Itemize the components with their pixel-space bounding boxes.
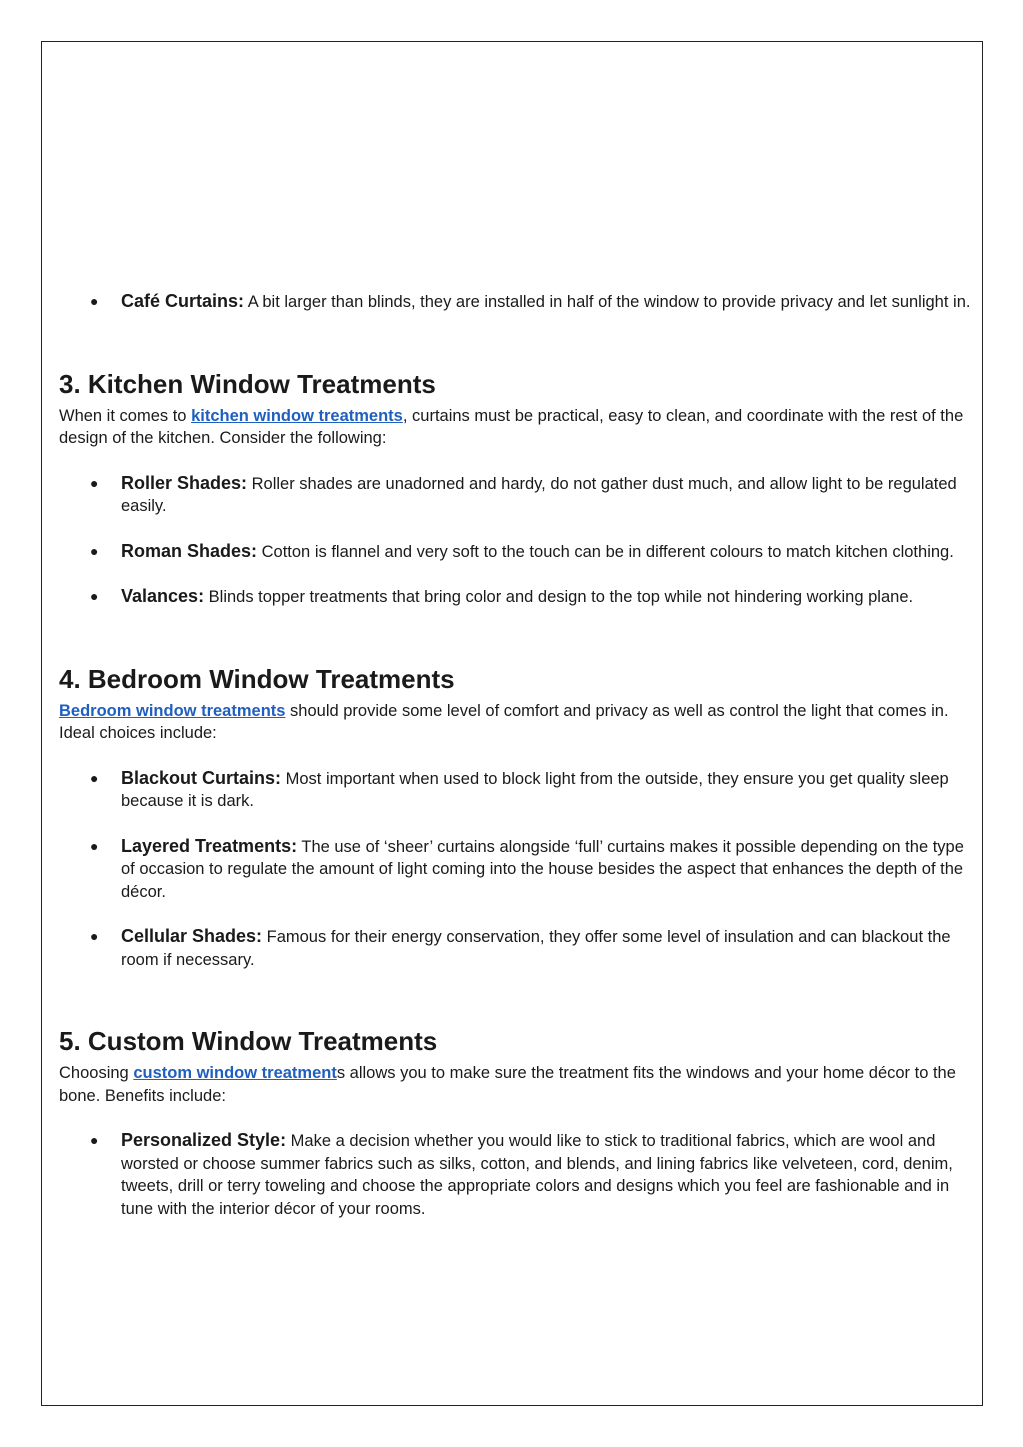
section-intro-kitchen — [59, 405, 979, 450]
intro-text: should provide some level of comfort and privacy as well as control the light that comes in. Ideal choices include: — [59, 701, 949, 742]
list-item — [59, 835, 979, 904]
item-term: Roman Shades: — [121, 540, 258, 561]
list-item — [59, 472, 979, 518]
bullet-icon: ● — [90, 474, 99, 491]
bullet-icon: ● — [90, 1132, 99, 1148]
item-text: A bit larger than blinds, they are installed in half of the window to provide privacy and let sunlight in. — [244, 293, 971, 311]
intro-text: When it comes to — [59, 406, 192, 425]
custom-list — [59, 1129, 979, 1220]
item-term: Personalized Style: — [121, 1130, 287, 1150]
document-body — [59, 290, 979, 1220]
item-text: Roller shades are unadorned and hardy, do not gather dust much, and allow light to be regulated easily. — [121, 474, 957, 515]
bullet-icon: ● — [90, 928, 99, 944]
section-heading-custom: 5. Custom Window Treatments — [59, 1026, 438, 1056]
section-intro-bedroom — [59, 700, 979, 745]
section-heading-bedroom: 4. Bedroom Window Treatments — [59, 663, 455, 694]
bedroom-window-treatments-link[interactable]: Bedroom window treatments — [59, 701, 286, 720]
item-text: Famous for their energy conservation, they offer some level of insulation and can blackout the room if necessary. — [121, 928, 951, 969]
bullet-icon: ● — [90, 769, 99, 786]
item-term: Blackout Curtains: — [121, 767, 282, 788]
bullet-icon: ● — [90, 542, 99, 559]
item-text: The use of ‘sheer’ curtains alongside ‘full’ curtains makes it possible depending on the type of occasion to regulate the amount of light coming into the house besides the aspect that enhances the depth of the décor. — [121, 837, 964, 901]
list-item — [59, 585, 979, 609]
kitchen-list — [59, 472, 979, 609]
intro-text: , curtains must be practical, easy to clean, and coordinate with the rest of the design of the kitchen. Consider the following: — [59, 406, 964, 447]
intro-text: s allows you to make sure the treatment fits the windows and your home décor to the bone. Benefits include: — [59, 1064, 956, 1105]
custom-window-treatment-link[interactable]: custom window treatment — [133, 1064, 337, 1082]
bullet-icon: ● — [90, 293, 99, 309]
item-term: Café Curtains: — [121, 291, 245, 311]
list-item — [59, 767, 979, 813]
bedroom-list — [59, 767, 979, 972]
intro-text: Choosing — [59, 1064, 134, 1082]
item-text: Cotton is flannel and very soft to the touch can be in different colours to match kitchen clothing. — [257, 542, 954, 561]
cafe-list — [59, 290, 979, 314]
section-heading-kitchen: 3. Kitchen Window Treatments — [59, 368, 436, 399]
item-text: Most important when used to block light from the outside, they ensure you get quality sleep because it is dark. — [121, 769, 949, 810]
kitchen-window-treatments-link[interactable]: kitchen window treatments — [191, 406, 403, 425]
item-text: Make a decision whether you would like to stick to traditional fabrics, which are wool and worsted or choose summer fabrics such as silks, cotton, and blends, and lining fabrics like velveteen, cord, denim, tweets, drill or terry toweling and choose the appropriate colors and designs which you feel are fashionable and in tune with the interior décor of your rooms. — [121, 1132, 953, 1218]
item-term: Cellular Shades: — [121, 926, 263, 946]
list-item — [59, 925, 979, 971]
bullet-icon: ● — [90, 588, 99, 604]
item-term: Roller Shades: — [121, 472, 248, 493]
section-intro-custom — [59, 1062, 979, 1107]
bullet-icon: ● — [90, 837, 99, 854]
list-item — [59, 540, 979, 564]
list-item — [59, 290, 979, 314]
list-item — [59, 1129, 979, 1220]
item-term: Layered Treatments: — [121, 835, 298, 856]
item-term: Valances: — [121, 586, 205, 606]
item-text: Blinds topper treatments that bring color and design to the top while not hindering working plane. — [204, 588, 914, 606]
